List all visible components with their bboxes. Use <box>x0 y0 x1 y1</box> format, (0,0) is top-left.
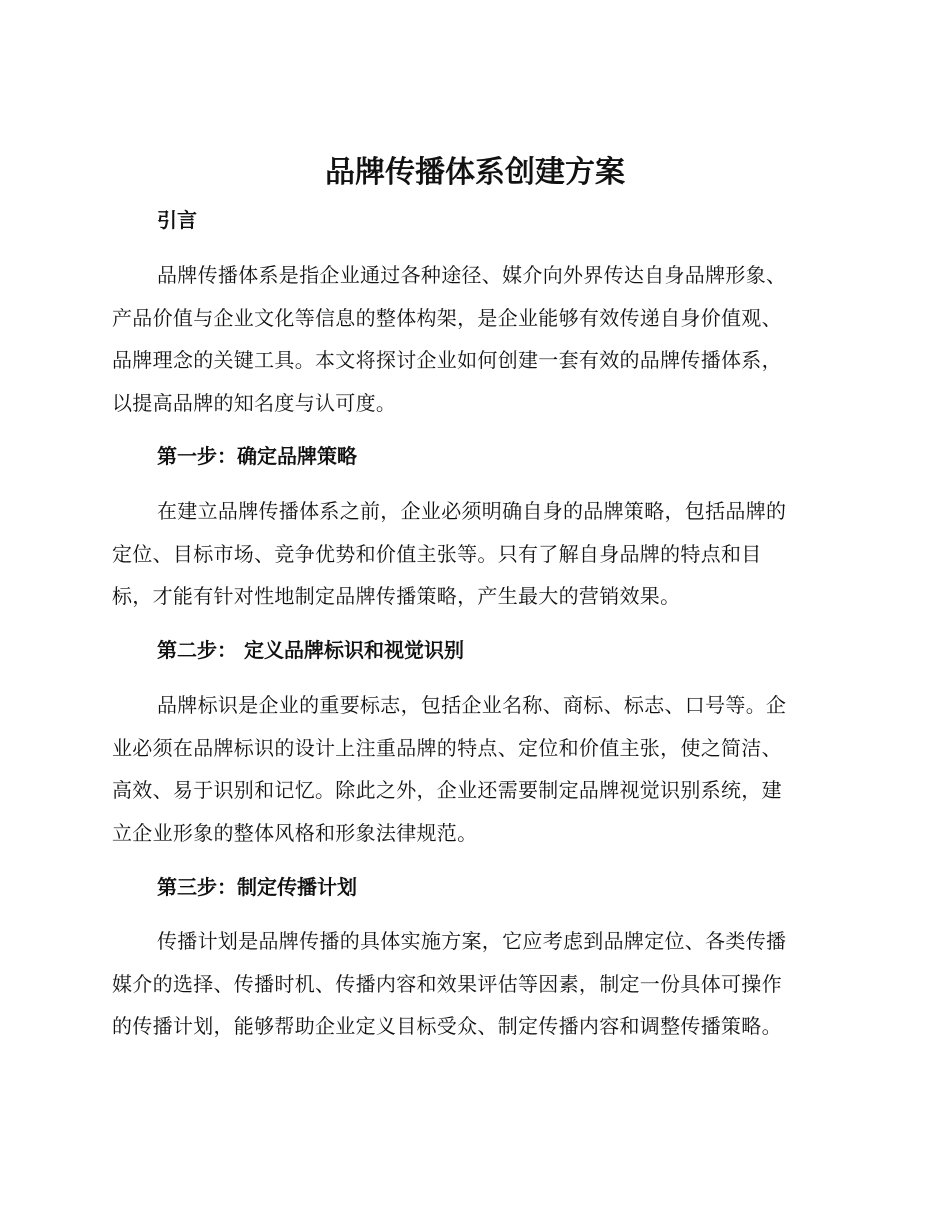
paragraph-line: 业必须在品牌标识的设计上注重品牌的特点、定位和价值主张，使之简洁、 <box>112 735 782 760</box>
paragraph-line: 品牌理念的关键工具。本文将探讨企业如何创建一套有效的品牌传播体系， <box>112 348 782 373</box>
paragraph-line: 产品价值与企业文化等信息的整体构架，是企业能够有效传递自身价值观、 <box>112 305 782 330</box>
paragraph-line: 高效、易于识别和记忆。除此之外，企业还需要制定品牌视觉识别系统，建 <box>112 778 782 803</box>
section-paragraph-step-2 <box>112 684 832 855</box>
section-paragraph-introduction <box>112 254 832 425</box>
paragraph-line: 在建立品牌传播体系之前，企业必须明确自身的品牌策略，包括品牌的 <box>157 499 787 523</box>
section-paragraph-step-1 <box>112 490 832 618</box>
section-heading-step-2: 第二步： 定义品牌标识和视觉识别 <box>157 638 464 662</box>
section-heading-step-1: 第一步：确定品牌策略 <box>157 444 357 468</box>
paragraph-line: 立企业形象的整体风格和形象法律规范。 <box>112 821 478 846</box>
section-heading-introduction: 引言 <box>157 208 197 232</box>
section-paragraph-step-3 <box>112 920 832 1048</box>
paragraph-line: 品牌标识是企业的重要标志，包括企业名称、商标、标志、口号等。企 <box>157 693 787 717</box>
paragraph-line: 以提高品牌的知名度与认可度。 <box>112 391 397 416</box>
document-title: 品牌传播体系创建方案 <box>325 155 625 190</box>
paragraph-line: 媒介的选择、传播时机、传播内容和效果评估等因素，制定一份具体可操作 <box>112 971 782 996</box>
section-heading-step-3: 第三步：制定传播计划 <box>157 875 357 899</box>
paragraph-line: 定位、目标市场、竞争优势和价值主张等。只有了解自身品牌的特点和目 <box>112 541 762 566</box>
paragraph-line: 传播计划是品牌传播的具体实施方案，它应考虑到品牌定位、各类传播 <box>157 929 787 953</box>
paragraph-line: 的传播计划，能够帮助企业定义目标受众、制定传播内容和调整传播策略。 <box>112 1014 782 1039</box>
paragraph-line: 品牌传播体系是指企业通过各种途径、媒介向外界传达自身品牌形象、 <box>157 263 787 287</box>
paragraph-line: 标，才能有针对性地制定品牌传播策略，产生最大的营销效果。 <box>112 584 681 609</box>
